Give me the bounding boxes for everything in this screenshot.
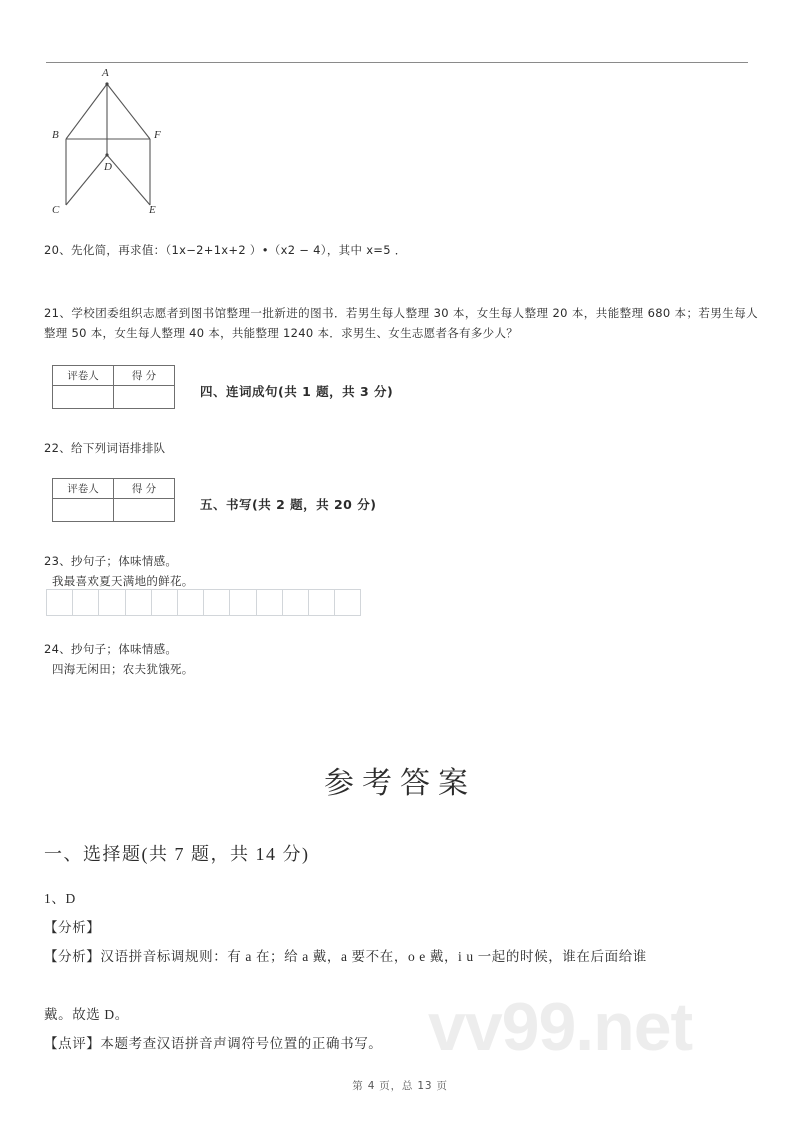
question-20: 20、先化简，再求值：（1x−2+1x+2 ）•（x2 − 4），其中 x=5 ． — [44, 243, 407, 257]
question-23: 23、抄句子；体味情感。 — [44, 554, 178, 568]
writing-grid-cell[interactable] — [72, 589, 99, 616]
figure-label-c: C — [52, 204, 60, 216]
writing-grid-cell[interactable] — [334, 589, 361, 616]
grader-input-cell[interactable] — [53, 386, 114, 409]
writing-grid-cell[interactable] — [98, 589, 125, 616]
score-label: 得 分 — [114, 366, 175, 386]
answer-line: 【分析】 — [44, 920, 101, 935]
answers-title: 参考答案 — [324, 767, 476, 800]
section-heading-five: 五、书写(共 2 题，共 20 分) — [200, 497, 377, 512]
page-footer: 第 4 页，总 13 页 — [352, 1080, 448, 1092]
writing-grid-cell[interactable] — [46, 589, 73, 616]
answer-line: 【点评】本题考查汉语拼音声调符号位置的正确书写。 — [44, 1036, 383, 1051]
figure-label-a: A — [102, 67, 109, 79]
writing-grid-cell[interactable] — [256, 589, 283, 616]
question-24-sentence: 四海无闲田；农夫犹饿死。 — [52, 662, 194, 676]
header-divider — [46, 62, 748, 63]
figure-label-b: B — [52, 129, 59, 141]
writing-grid-cell[interactable] — [308, 589, 335, 616]
answer-line: 【分析】汉语拼音标调规则：有 a 在；给 a 戴，a 要不在，o e 戴，i u 一起的时候，谁在后面给谁 — [44, 949, 647, 964]
geometry-figure — [48, 66, 198, 218]
writing-grid-cell[interactable] — [177, 589, 204, 616]
section-heading-four: 四、连词成句(共 1 题，共 3 分) — [200, 384, 394, 399]
question-22: 22、给下列词语排排队 — [44, 441, 166, 455]
grader-label: 评卷人 — [53, 366, 114, 386]
writing-grid-cell[interactable] — [203, 589, 230, 616]
site-watermark: vv99.net — [428, 989, 693, 1065]
writing-grid-cell[interactable] — [282, 589, 309, 616]
score-label: 得 分 — [114, 479, 175, 499]
figure-label-f: F — [154, 129, 161, 141]
geometry-figure-svg — [48, 66, 198, 218]
writing-grid[interactable] — [46, 589, 360, 616]
answer-line: 戴。故选 D。 — [44, 1007, 129, 1022]
question-21: 21、学校团委组织志愿者到图书馆整理一批新进的图书．若男生每人整理 30 本，女生每人整理 20 本，共能整理 680 本；若男生每人整理 50 本，女生每人整理 40 本，共能整理 1240 本．求男生、女生志愿者各有多少人？ — [44, 306, 758, 340]
score-box-1 — [52, 365, 175, 409]
question-24: 24、抄句子；体味情感。 — [44, 642, 178, 656]
figure-label-d: D — [104, 161, 112, 173]
answer-line: 1、D — [44, 891, 76, 906]
score-input-cell[interactable] — [114, 386, 175, 409]
question-23-sentence: 我最喜欢夏天满地的鲜花。 — [52, 574, 194, 588]
figure-label-e: E — [149, 204, 156, 216]
grader-input-cell[interactable] — [53, 499, 114, 522]
writing-grid-cell[interactable] — [229, 589, 256, 616]
grader-label: 评卷人 — [53, 479, 114, 499]
score-box-2 — [52, 478, 175, 522]
writing-grid-cell[interactable] — [125, 589, 152, 616]
score-input-cell[interactable] — [114, 499, 175, 522]
answers-section-title: 一、选择题(共 7 题，共 14 分) — [44, 844, 310, 864]
writing-grid-cell[interactable] — [151, 589, 178, 616]
